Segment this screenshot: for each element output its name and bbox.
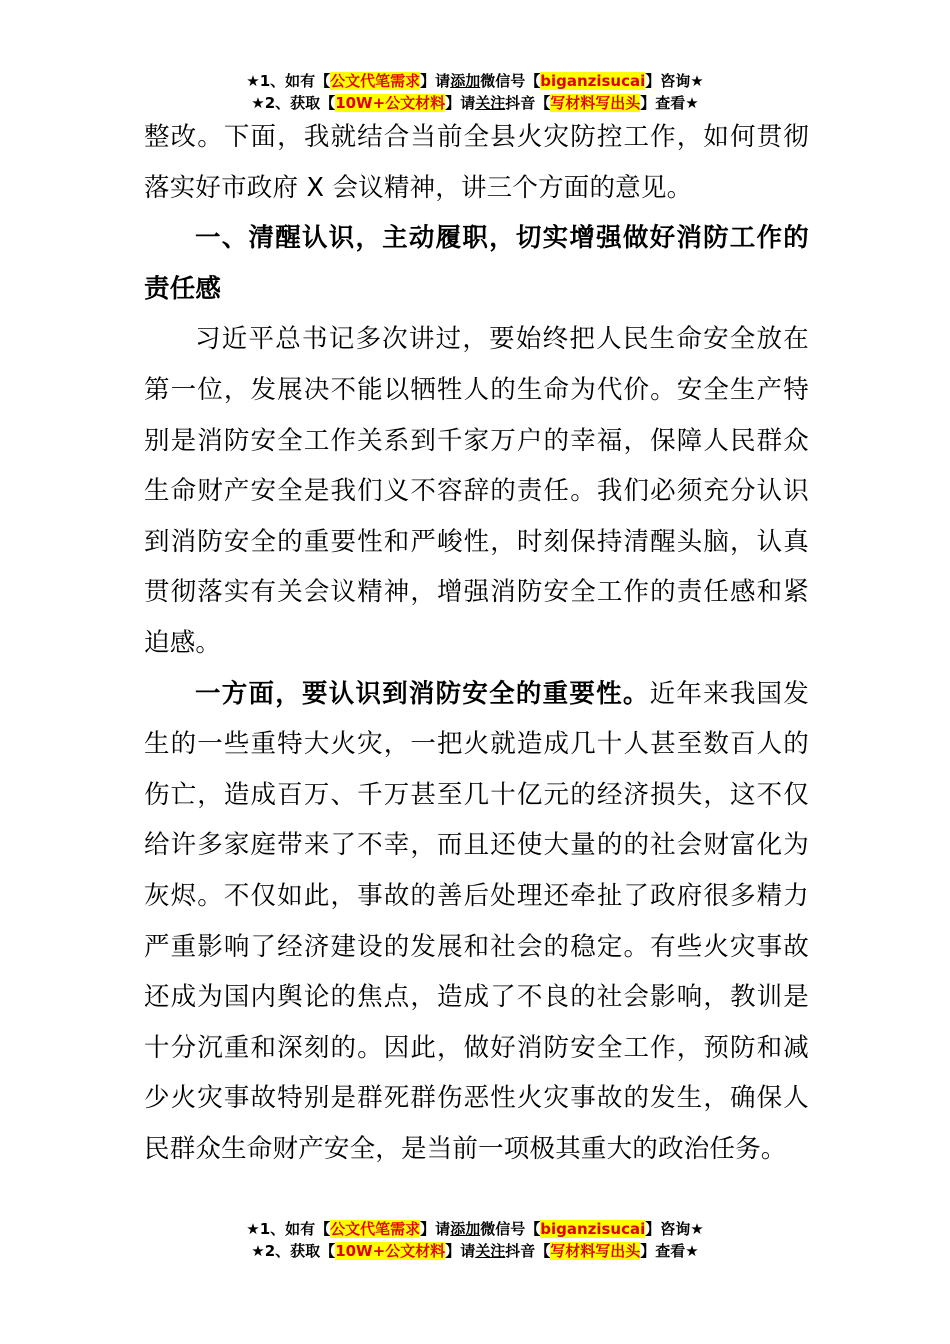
banner-text: 】请 xyxy=(420,72,451,90)
banner-highlight: 公文代笔需求 xyxy=(330,72,421,90)
banner-text: 】请 xyxy=(445,94,476,112)
banner-text: 】请 xyxy=(420,1220,451,1238)
banner-highlight: 写材料写出头 xyxy=(550,94,641,112)
header-banner xyxy=(0,70,950,114)
body-paragraph-2 xyxy=(144,669,809,1175)
banner-underlined: 关注 xyxy=(475,1242,506,1260)
paragraph-lead: 一方面，要认识到消防安全的重要性。 xyxy=(195,678,650,709)
banner-highlight: 10W+公文材料 xyxy=(335,1242,446,1260)
banner-highlight: 公文代笔需求 xyxy=(330,1220,421,1238)
banner-highlight: 写材料写出头 xyxy=(550,1242,641,1260)
footer-banner xyxy=(0,1218,950,1262)
banner-text: 抖音【 xyxy=(505,94,551,112)
banner-text: ★2、获取【 xyxy=(251,94,336,112)
banner-line-2 xyxy=(0,92,950,114)
banner-text: 】请 xyxy=(445,1242,476,1260)
section-heading: 一、清醒认识，主动履职，切实增强做好消防工作的责任感 xyxy=(144,223,809,304)
banner-text: 】查看★ xyxy=(640,1242,699,1260)
paragraph-body: 近年来我国发生的一些重特大火灾，一把火就造成几十人甚至数百人的伤亡，造成百万、千万甚至几十亿元的经济损失，这不仅给许多家庭带来了不幸，而且还使大量的的社会财富化为灰烬。不仅如此，事故的善后处理还牵扯了政府很多精力严重影响了经济建设的发展和社会的稳定。有些火灾事故还成为国内舆论的焦点，造成了不良的社会影响，教训是十分沉重和深刻的。因此，做好消防安全工作，预防和减少火灾事故特别是群死群伤恶性火灾事故的发生，确保人民群众生命财产安全，是当前一项极其重大的政治任务。 xyxy=(144,678,809,1164)
banner-text: 抖音【 xyxy=(505,1242,551,1260)
banner-line-1 xyxy=(0,70,950,92)
banner-text: ★1、如有【 xyxy=(246,1220,331,1238)
banner-highlight: 10W+公文材料 xyxy=(335,94,446,112)
banner-underlined: 添加 xyxy=(450,72,481,90)
document-body xyxy=(144,112,809,1174)
banner-line-2 xyxy=(0,1240,950,1262)
banner-text: 】查看★ xyxy=(640,94,699,112)
body-paragraph: 习近平总书记多次讲过，要始终把人民生命安全放在第一位，发展决不能以牺牲人的生命为代价。安全生产特别是消防安全工作关系到千家万户的幸福，保障人民群众生命财产安全是我们义不容辞的责任。我们必须充分认识到消防安全的重要性和严峻性，时刻保持清醒头脑，认真贯彻落实有关会议精神，增强消防安全工作的责任感和紧迫感。 xyxy=(144,324,809,658)
banner-underlined: 添加 xyxy=(450,1220,481,1238)
banner-text: ★2、获取【 xyxy=(251,1242,336,1260)
intro-paragraph: 整改。下面，我就结合当前全县火灾防控工作，如何贯彻落实好市政府 X 会议精神，讲三个方面的意见。 xyxy=(144,122,809,203)
banner-text: 】咨询★ xyxy=(645,72,704,90)
banner-underlined: 关注 xyxy=(475,94,506,112)
banner-text: 】咨询★ xyxy=(645,1220,704,1238)
banner-text: 微信号【 xyxy=(480,72,541,90)
banner-highlight: biganzisucai xyxy=(540,1220,646,1238)
banner-text: ★1、如有【 xyxy=(246,72,331,90)
banner-text: 微信号【 xyxy=(480,1220,541,1238)
banner-line-1 xyxy=(0,1218,950,1240)
banner-highlight: biganzisucai xyxy=(540,72,646,90)
